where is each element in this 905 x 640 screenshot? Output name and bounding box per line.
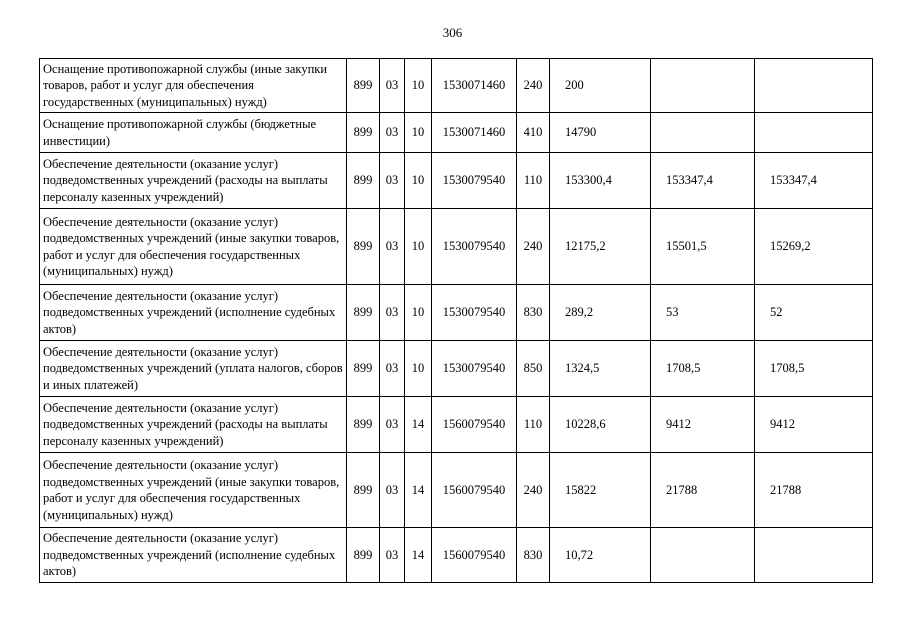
expense-type-code: 110 (517, 153, 550, 209)
section-code: 03 (380, 397, 405, 453)
target-article-code: 1530079540 (432, 209, 517, 285)
amount-year-2: 1708,5 (651, 341, 755, 397)
grbs-code: 899 (347, 153, 380, 209)
section-code: 03 (380, 209, 405, 285)
expense-type-code: 850 (517, 341, 550, 397)
amount-year-1: 10,72 (550, 528, 651, 583)
section-code: 03 (380, 59, 405, 113)
amount-year-1: 153300,4 (550, 153, 651, 209)
table-row (40, 153, 873, 209)
row-name: Обеспечение деятельности (оказание услуг) подведомственных учреждений (иные закупки товаров, работ и услуг для обеспечения государственных (муниципальных) нужд) (40, 453, 347, 528)
amount-year-2: 9412 (651, 397, 755, 453)
amount-year-2: 21788 (651, 453, 755, 528)
amount-year-3 (755, 113, 873, 153)
target-article-code: 1530079540 (432, 285, 517, 341)
expense-type-code: 110 (517, 397, 550, 453)
target-article-code: 1530071460 (432, 113, 517, 153)
subsection-code: 10 (405, 341, 432, 397)
amount-year-1: 1324,5 (550, 341, 651, 397)
amount-year-3 (755, 59, 873, 113)
amount-year-1: 14790 (550, 113, 651, 153)
amount-year-3: 52 (755, 285, 873, 341)
amount-year-1: 200 (550, 59, 651, 113)
amount-year-2: 53 (651, 285, 755, 341)
amount-year-3: 21788 (755, 453, 873, 528)
subsection-code: 14 (405, 453, 432, 528)
table-row (40, 453, 873, 528)
target-article-code: 1530079540 (432, 341, 517, 397)
row-name: Обеспечение деятельности (оказание услуг) подведомственных учреждений (исполнение судебных актов) (40, 285, 347, 341)
expense-type-code: 240 (517, 453, 550, 528)
table-row (40, 285, 873, 341)
row-name: Обеспечение деятельности (оказание услуг) подведомственных учреждений (расходы на выплаты персоналу казенных учреждений) (40, 397, 347, 453)
section-code: 03 (380, 285, 405, 341)
amount-year-1: 10228,6 (550, 397, 651, 453)
target-article-code: 1530071460 (432, 59, 517, 113)
grbs-code: 899 (347, 113, 380, 153)
amount-year-2: 153347,4 (651, 153, 755, 209)
expense-type-code: 830 (517, 285, 550, 341)
subsection-code: 10 (405, 113, 432, 153)
subsection-code: 10 (405, 285, 432, 341)
amount-year-1: 12175,2 (550, 209, 651, 285)
row-name: Обеспечение деятельности (оказание услуг) подведомственных учреждений (иные закупки товаров, работ и услуг для обеспечения государственных (муниципальных) нужд) (40, 209, 347, 285)
target-article-code: 1560079540 (432, 528, 517, 583)
row-name: Оснащение противопожарной службы (иные закупки товаров, работ и услуг для обеспечения государственных (муниципальных) нужд) (40, 59, 347, 113)
amount-year-2 (651, 59, 755, 113)
amount-year-1: 289,2 (550, 285, 651, 341)
amount-year-3: 153347,4 (755, 153, 873, 209)
expense-type-code: 410 (517, 113, 550, 153)
amount-year-2: 15501,5 (651, 209, 755, 285)
amount-year-3 (755, 528, 873, 583)
amount-year-3: 9412 (755, 397, 873, 453)
table-row (40, 528, 873, 583)
grbs-code: 899 (347, 528, 380, 583)
target-article-code: 1560079540 (432, 453, 517, 528)
table-row (40, 59, 873, 113)
amount-year-2 (651, 528, 755, 583)
row-name: Обеспечение деятельности (оказание услуг) подведомственных учреждений (расходы на выплаты персоналу казенных учреждений) (40, 153, 347, 209)
grbs-code: 899 (347, 285, 380, 341)
row-name: Оснащение противопожарной службы (бюджетные инвестиции) (40, 113, 347, 153)
expense-type-code: 830 (517, 528, 550, 583)
grbs-code: 899 (347, 59, 380, 113)
section-code: 03 (380, 453, 405, 528)
target-article-code: 1560079540 (432, 397, 517, 453)
grbs-code: 899 (347, 453, 380, 528)
amount-year-1: 15822 (550, 453, 651, 528)
subsection-code: 14 (405, 397, 432, 453)
table-row (40, 113, 873, 153)
expense-type-code: 240 (517, 209, 550, 285)
subsection-code: 10 (405, 153, 432, 209)
grbs-code: 899 (347, 341, 380, 397)
subsection-code: 14 (405, 528, 432, 583)
target-article-code: 1530079540 (432, 153, 517, 209)
amount-year-2 (651, 113, 755, 153)
budget-table (39, 58, 873, 583)
subsection-code: 10 (405, 59, 432, 113)
amount-year-3: 15269,2 (755, 209, 873, 285)
table-row (40, 397, 873, 453)
table-row (40, 341, 873, 397)
grbs-code: 899 (347, 209, 380, 285)
section-code: 03 (380, 341, 405, 397)
subsection-code: 10 (405, 209, 432, 285)
grbs-code: 899 (347, 397, 380, 453)
row-name: Обеспечение деятельности (оказание услуг) подведомственных учреждений (уплата налогов, сборов и иных платежей) (40, 341, 347, 397)
amount-year-3: 1708,5 (755, 341, 873, 397)
row-name: Обеспечение деятельности (оказание услуг) подведомственных учреждений (исполнение судебных актов) (40, 528, 347, 583)
section-code: 03 (380, 528, 405, 583)
expense-type-code: 240 (517, 59, 550, 113)
page-number: 306 (442, 25, 463, 40)
section-code: 03 (380, 153, 405, 209)
section-code: 03 (380, 113, 405, 153)
table-row (40, 209, 873, 285)
